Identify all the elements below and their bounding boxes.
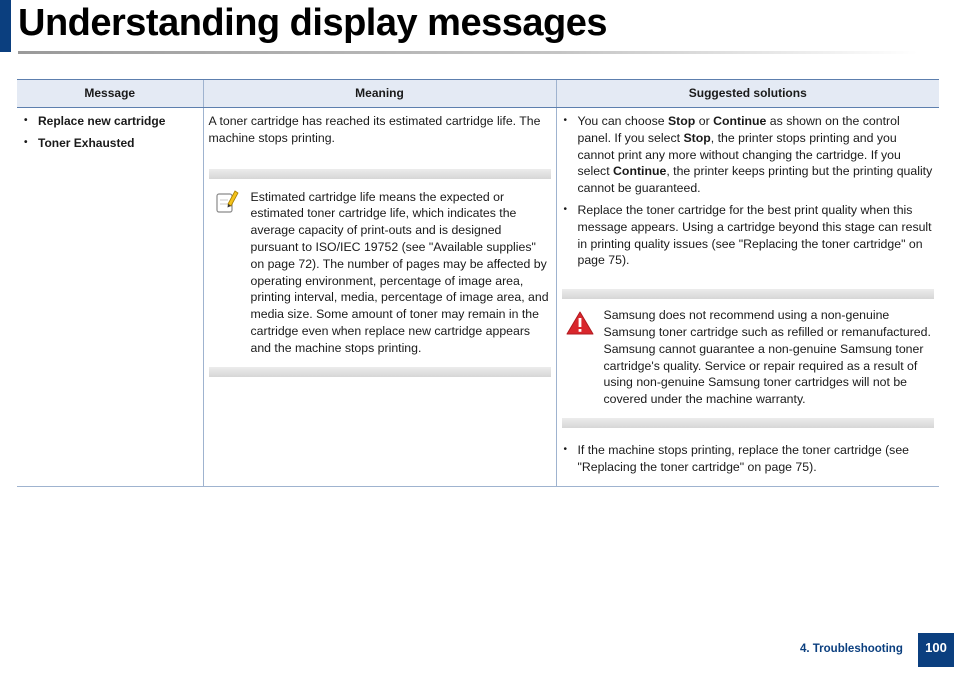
- solutions-list: [562, 113, 935, 269]
- note-bottom-bar: [209, 367, 551, 377]
- message-item: • Toner Exhausted: [22, 135, 198, 152]
- title-underline: [18, 51, 918, 54]
- note-text: Estimated cartridge life means the expected or estimated toner cartridge life, which indicates the average capacity of print-outs and is designed pursuant to ISO/IEC 19752 (see "Available supplies" on page 72). The number of pages may be affected by operating environment, percentage of image area, printing interval, media, percentage of image area, and media size. Some amount of toner may remain in the cartridge even when replace new cartridge appears and the machine stops printing.: [250, 189, 549, 355]
- solutions-cell: [556, 108, 939, 487]
- solutions-list-continued: [562, 442, 935, 476]
- note-top-bar: [209, 169, 551, 179]
- solution-item: • Replace the toner cartridge for the best print quality when this message appears. Using a cartridge beyond this stage can result in printing quality issues (see "Replacing the toner cartridge" on page 75).: [562, 202, 935, 269]
- meaning-cell: [203, 108, 556, 487]
- warning-bottom-bar: [562, 418, 935, 428]
- solution-item: • You can choose Stop or Continue as shown on the control panel. If you select Stop, the printer stops printing and you cannot print any more without changing the cartridge. If you select Continue, the printer keeps printing but the printing quality cannot be guaranteed.: [562, 113, 935, 197]
- header-message: Message: [17, 80, 203, 108]
- message-cell: [17, 108, 203, 487]
- message-item: • Replace new cartridge: [22, 113, 198, 130]
- note-box: [209, 169, 551, 377]
- warning-top-bar: [562, 289, 935, 299]
- meaning-text: A toner cartridge has reached its estimated cartridge life. The machine stops printing.: [208, 114, 541, 145]
- display-messages-table: [17, 79, 939, 487]
- warning-text: Samsung does not recommend using a non-genuine Samsung toner cartridge such as refilled or remanufactured. Samsung cannot guarantee a non-genuine Samsung toner cartridge's quality. Service or repair required as a result of using non-genuine Samsung toner cartridges will not be covered under the machine warranty.: [603, 308, 931, 407]
- table-row: [17, 108, 939, 487]
- footer-section-label: 4. Troubleshooting: [800, 643, 903, 655]
- page-title: Understanding display messages: [18, 2, 607, 44]
- header-meaning: Meaning: [203, 80, 556, 108]
- note-pencil-icon: [215, 189, 245, 357]
- table-header-row: [17, 80, 939, 108]
- solution-item: • If the machine stops printing, replace the toner cartridge (see "Replacing the toner cartridge" on page 75).: [562, 442, 935, 476]
- title-accent-bar: [0, 0, 11, 52]
- page-number: 100: [918, 633, 954, 667]
- header-suggested-solutions: Suggested solutions: [556, 80, 939, 108]
- warning-triangle-icon: [566, 307, 598, 408]
- message-list: [22, 113, 198, 152]
- warning-box: [562, 289, 935, 428]
